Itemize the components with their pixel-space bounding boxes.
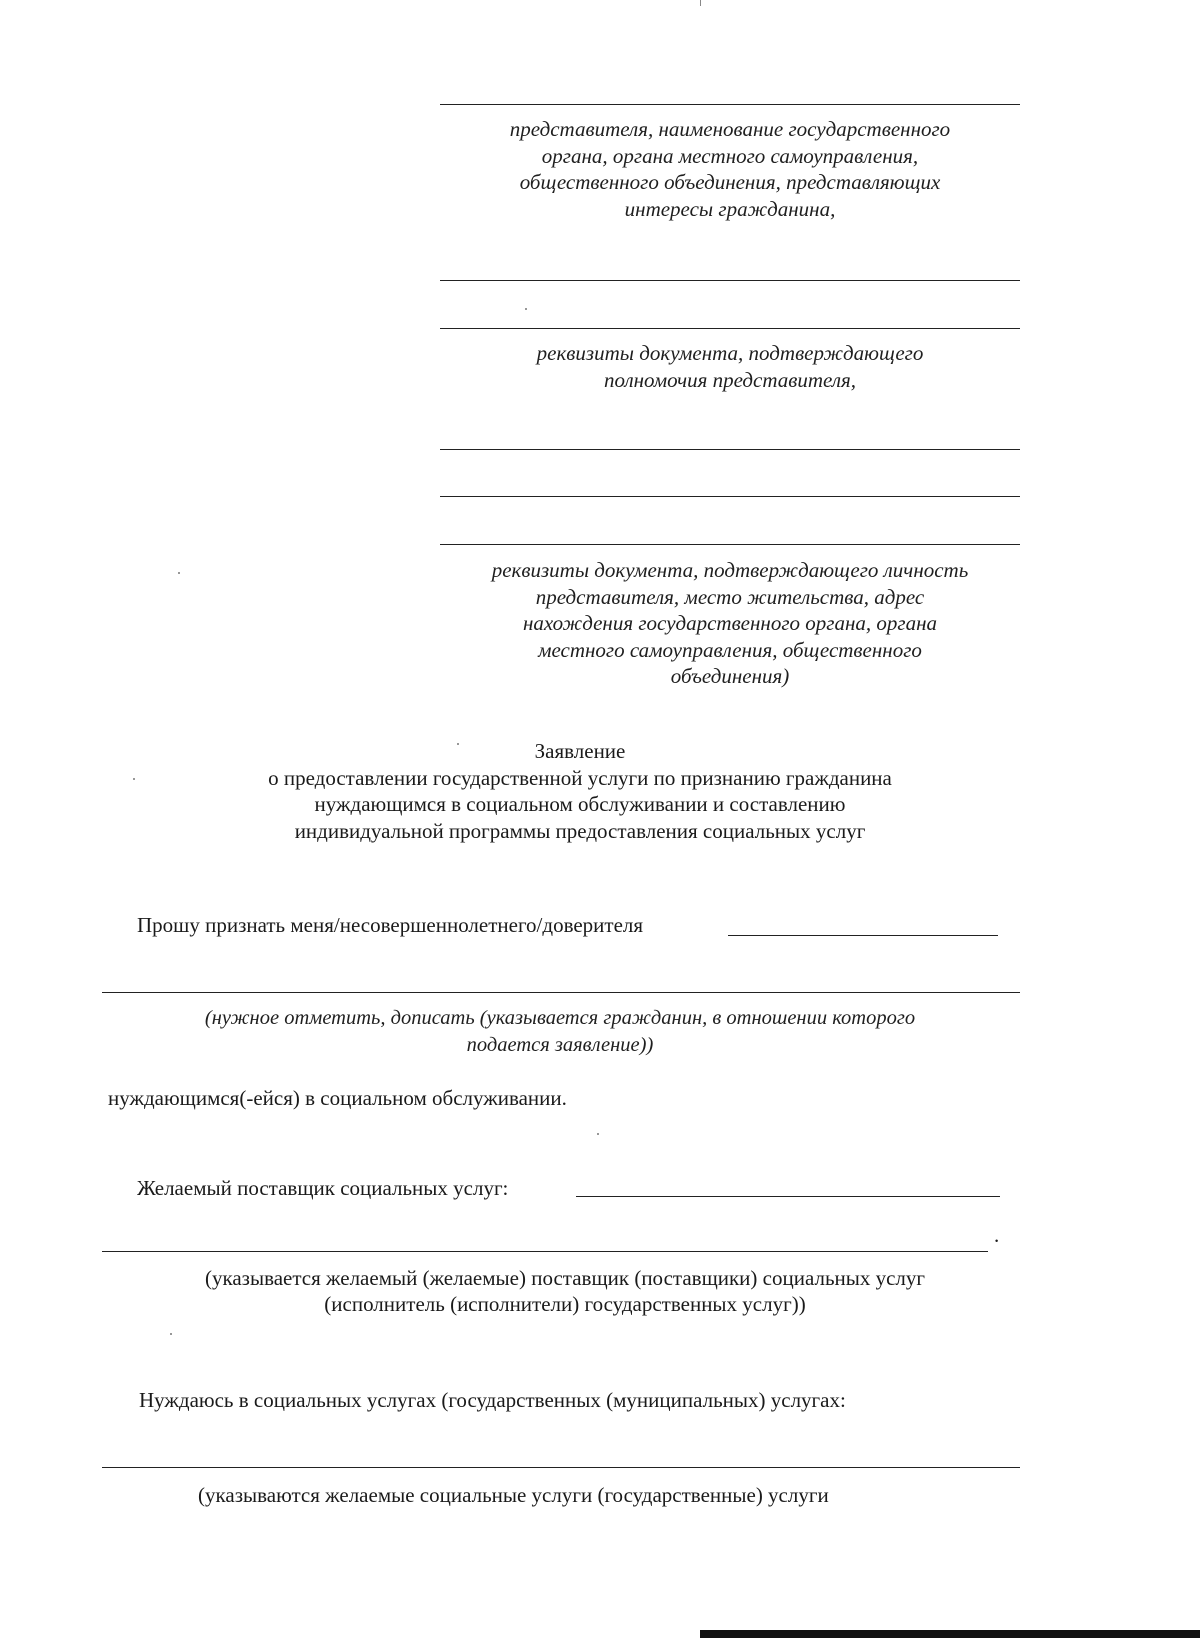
provider-field[interactable] [576,1196,1000,1197]
caption-line: реквизиты документа, подтверждающего [536,341,924,365]
request-person-field[interactable] [728,935,998,936]
scan-speck [597,1133,599,1135]
services-label: Нуждаюсь в социальных услугах (государственных (муниципальных) услугах: [139,1388,846,1412]
hint-line: (исполнитель (исполнители) государственных услуг)) [324,1292,806,1316]
authority-details-line-2[interactable] [440,328,1020,329]
provider-line[interactable] [102,1251,988,1252]
caption-representative-authority [440,116,1020,222]
provider-hint [125,1265,1005,1317]
scan-edge-mark [700,0,701,6]
scan-speck [178,572,180,574]
identity-details-line-3[interactable] [440,544,1020,545]
request-hint [100,1005,1020,1058]
heading-line: нуждающимся в социальном обслуживании и составлению [314,792,846,816]
scan-speck [457,743,459,745]
caption-line: объединения) [670,664,790,688]
hint-line: (нужное отметить, дописать (указывается гражданин, в отношении которого [204,1007,916,1029]
provider-trailing-mark: . [994,1223,1000,1247]
scan-speck [133,778,135,780]
services-hint: (указываются желаемые социальные услуги (государственные) услуги [198,1483,829,1507]
caption-line: полномочия представителя, [603,367,857,392]
caption-line: местного самоуправления, общественного [538,637,922,662]
caption-line: реквизиты документа, подтверждающего личность [491,558,969,582]
heading-line: о предоставлении государственной услуги по признанию гражданина [268,765,892,790]
request-person-line[interactable] [102,992,1020,993]
scan-speck [170,1333,172,1335]
identity-details-line-2[interactable] [440,496,1020,497]
caption-line: органа, органа местного самоуправления, [541,143,919,168]
caption-line: нахождения государственного органа, органа [522,611,938,635]
hint-line: (указывается желаемый (желаемые) поставщик (поставщики) социальных услуг [204,1266,926,1290]
representative-name-line[interactable] [440,104,1020,105]
services-line[interactable] [102,1467,1020,1468]
caption-authority-document [440,340,1020,393]
scan-speck [525,308,527,310]
caption-line: интересы гражданина, [624,196,836,221]
caption-identity-document [440,557,1020,690]
provider-label: Желаемый поставщик социальных услуг: [137,1176,509,1200]
hint-line: подается заявление)) [466,1033,654,1056]
heading-line: индивидуальной программы предоставления социальных услуг [294,818,866,843]
caption-line: представителя, наименование государственного [509,117,951,141]
caption-line: представителя, место жительства, адрес [535,584,925,609]
request-label: Прошу признать меня/несовершеннолетнего/доверителя [137,913,644,937]
request-continuation: нуждающимся(-ейся) в социальном обслуживании. [108,1086,567,1110]
document-heading [140,738,1020,844]
document-title: Заявление [534,739,626,763]
identity-details-line-1[interactable] [440,449,1020,450]
scan-bottom-edge [700,1630,1200,1638]
authority-details-line-1[interactable] [440,280,1020,281]
caption-line: общественного объединения, представляющих [519,170,941,194]
